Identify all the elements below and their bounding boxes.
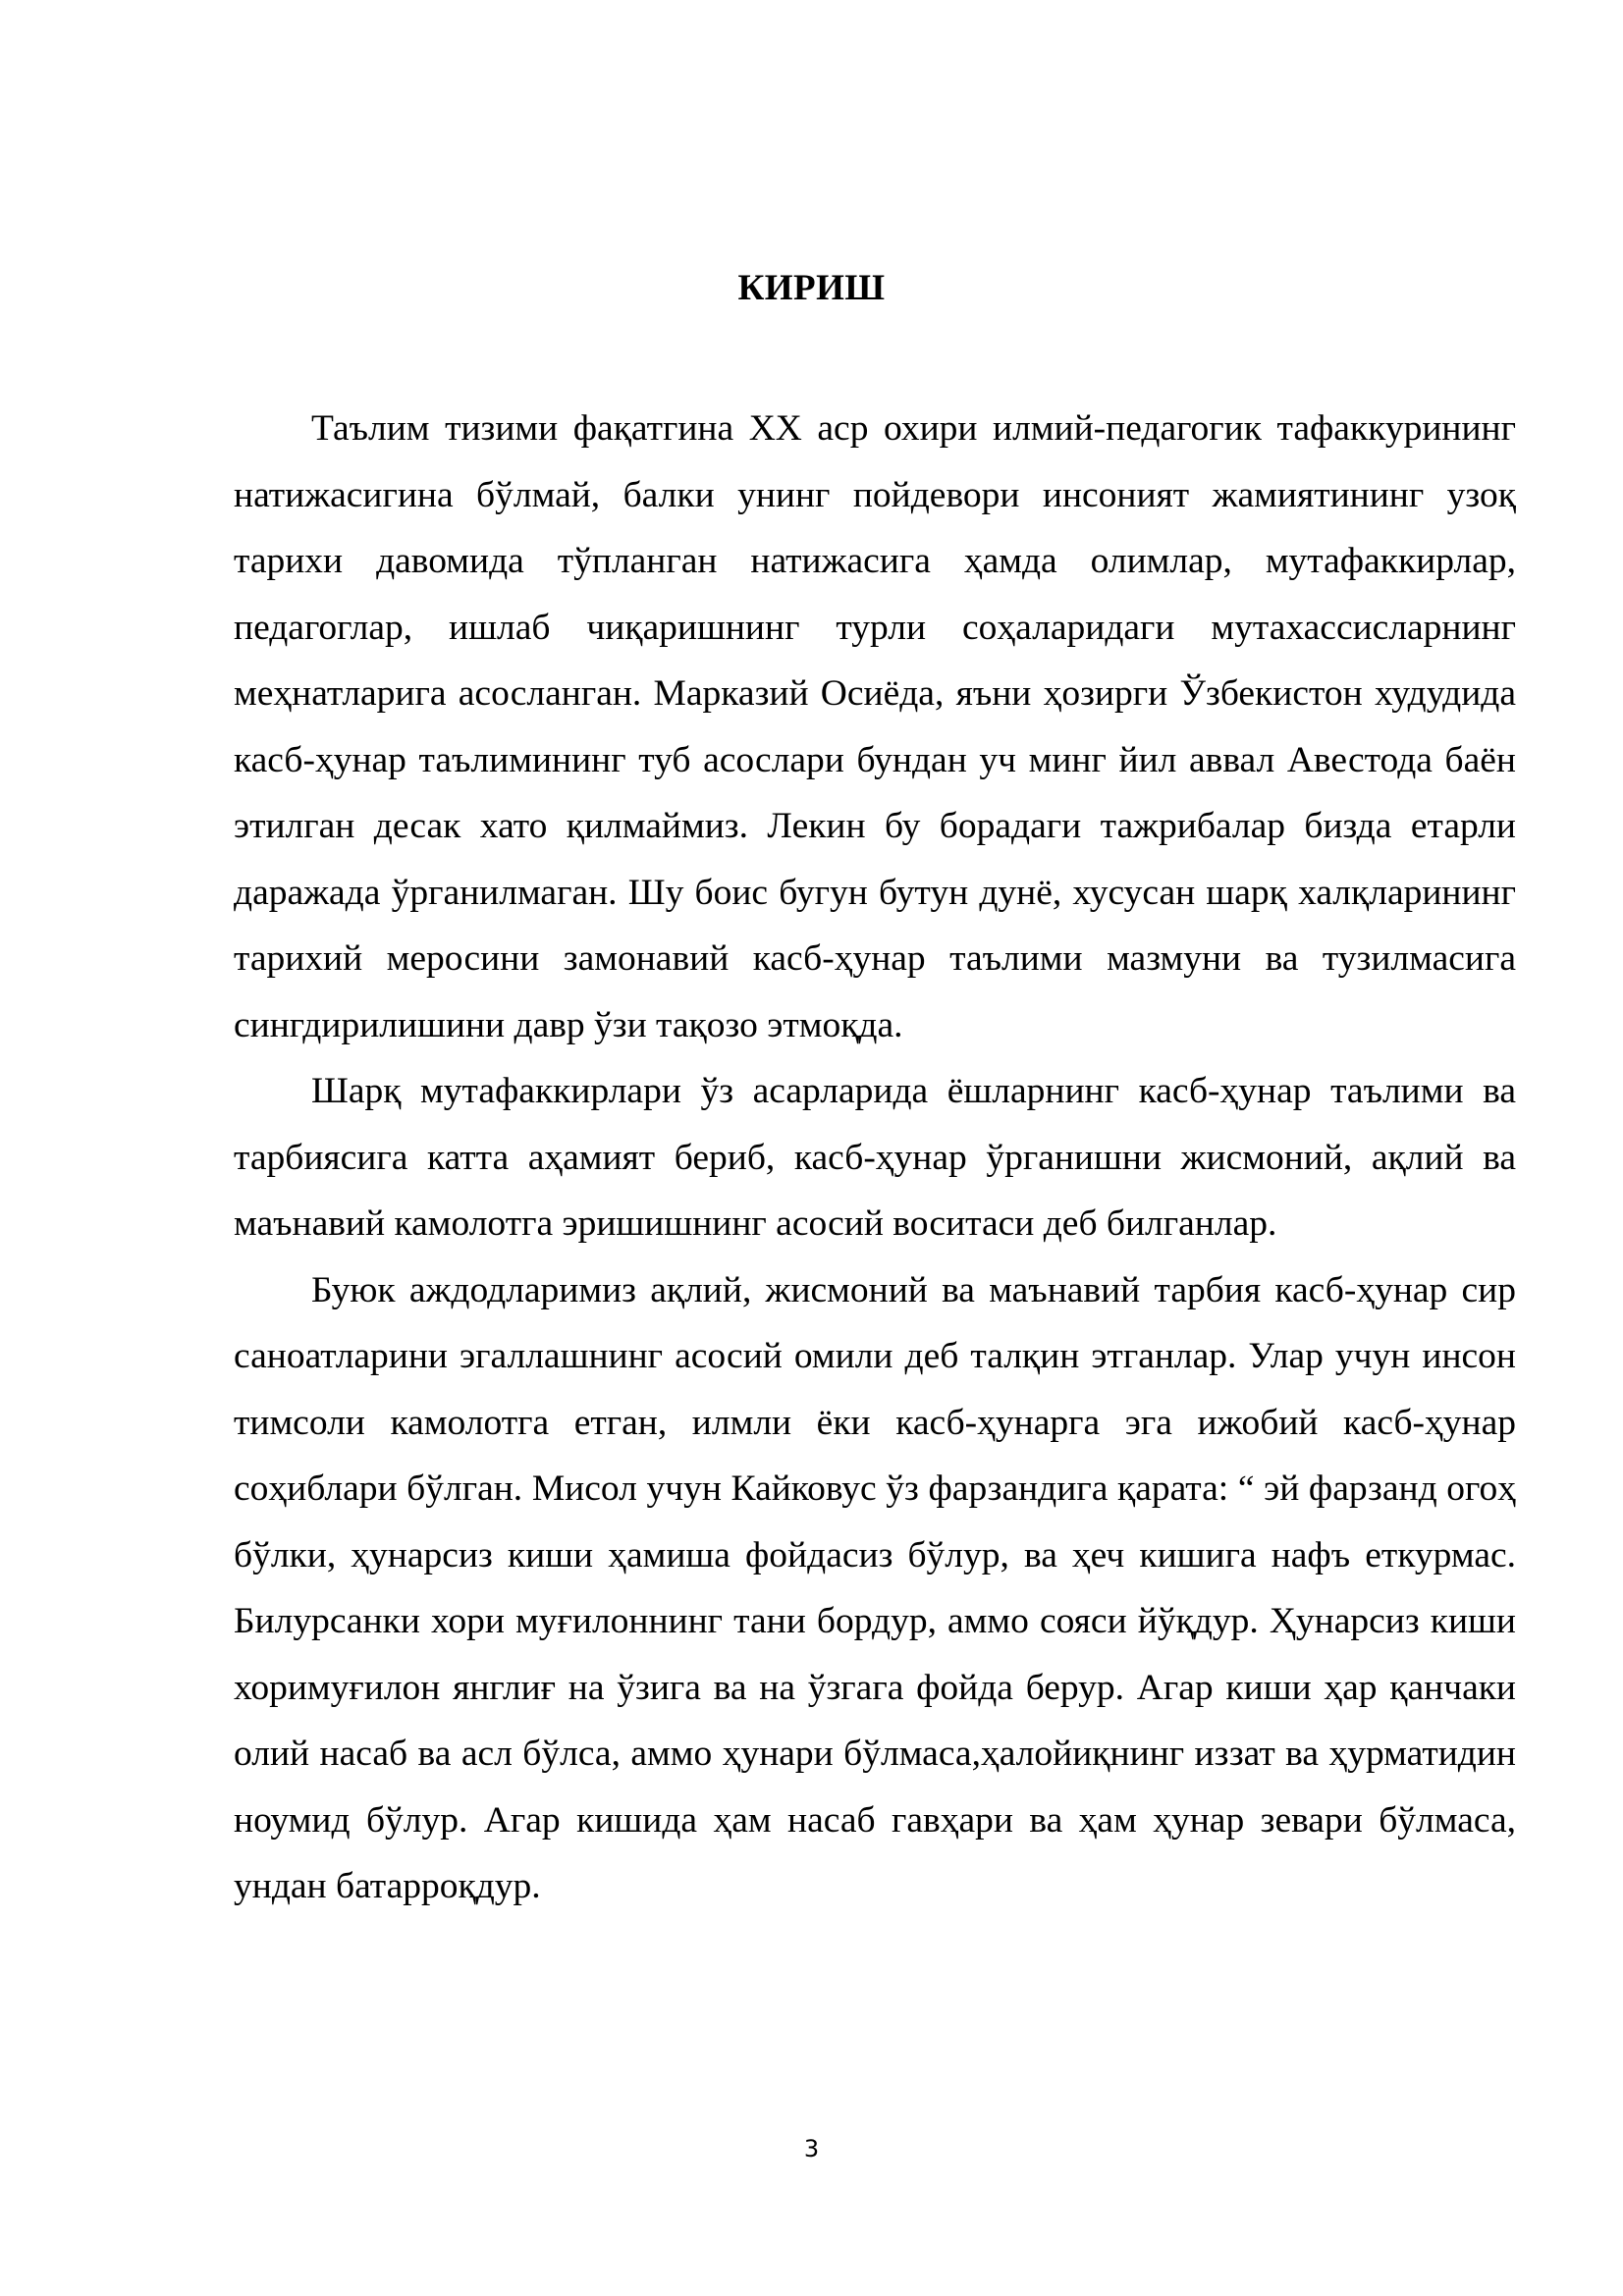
paragraph-1: Таълим тизими фақатгина XX аср охири илмий-педагогик тафаккурининг натижасигина бўлмай, балки унинг пойдевори инсоният жамиятининг узоқ тарихи давомида тўпланган натижасига ҳамда олимлар, мутафаккирлар, педагоглар, ишлаб чиқаришнинг турли соҳаларидаги мутахассисларнинг меҳнатларига асосланган. Марказий Осиёда, яъни ҳозирги Ўзбекистон худудида касб-ҳунар таълимининг туб асослари бундан уч минг йил аввал Авестода баён этилган десак хато қилмаймиз. Лекин бу борадаги тажрибалар бизда етарли даражада ўрганилмаган. Шу боис бугун бутун дунё, хусусан шарқ халқларининг тарихий меросини замонавий касб-ҳунар таълими мазмуни ва тузилмасига сингдирилишини давр ўзи тақозо этмоқда.	[234, 408, 1516, 1045]
paragraph-3: Буюк аждодларимиз ақлий, жисмоний ва маънавий тарбия касб-ҳунар сир саноатларини эгаллашнинг асосий омили деб талқин этганлар. Улар учун инсон тимсоли камолотга етган, илмли ёки касб-ҳунарга эга ижобий касб-ҳунар соҳиблари бўлган. Мисол учун Кайковус ўз фарзандига қарата: “ эй фарзанд огоҳ бўлки, ҳунарсиз киши ҳамиша фойдасиз бўлур, ва ҳеч кишига нафъ еткурмас. Билурсанки хори муғилоннинг тани бордур, аммо сояси йўқдур. Ҳунарсиз киши хоримуғилон янглиғ на ўзига ва на ўзгага фойда берур. Агар киши ҳар қанчаки олий насаб ва асл бўлса, аммо ҳунари бўлмаса,ҳалойиқнинг иззат ва ҳурматидин ноумид бўлур. Агар кишида ҳам насаб гавҳари ва ҳам ҳунар зевари бўлмаса, ундан батарроқдур.	[234, 1269, 1516, 1906]
page-title: КИРИШ	[737, 268, 886, 308]
paragraph-2: Шарқ мутафаккирлари ўз асарларида ёшларнинг касб-ҳунар таълими ва тарбиясига катта аҳамият бериб, касб-ҳунар ўрганишни жисмоний, ақлий ва маънавий камолотга эришишнинг асосий воситаси деб билганлар.	[234, 1071, 1516, 1244]
body-text	[234, 396, 1516, 1920]
page-number: 3	[803, 2135, 820, 2163]
